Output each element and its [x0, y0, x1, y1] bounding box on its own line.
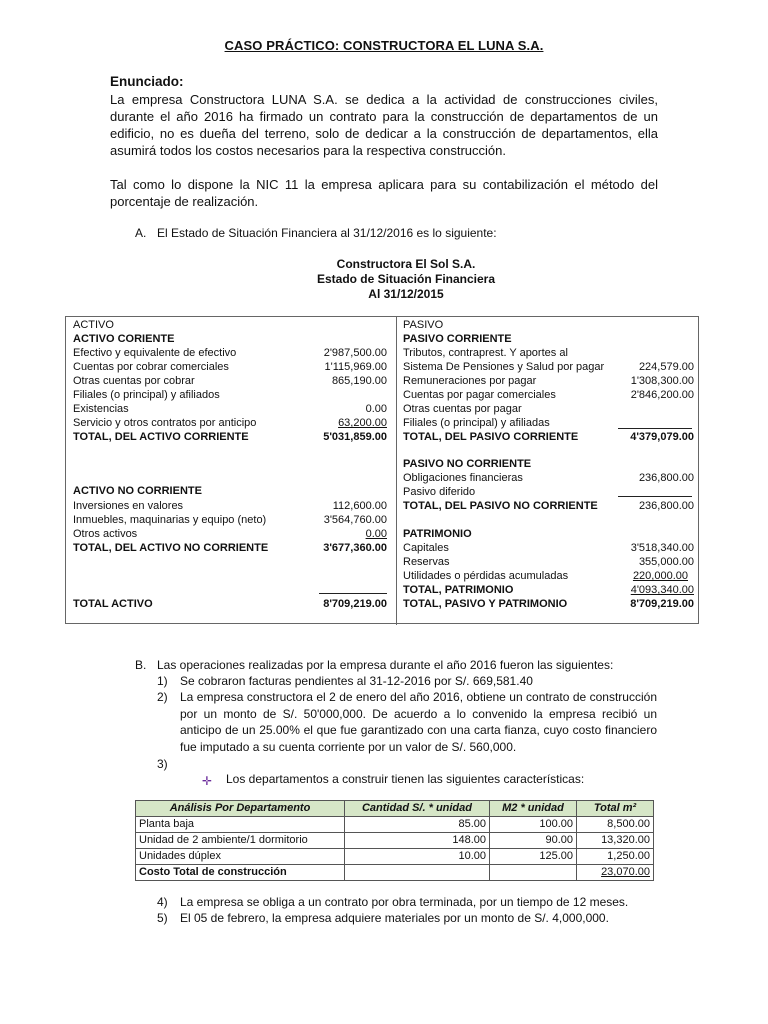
activo-value: 112,600.00	[332, 500, 387, 512]
pasivo-value: 2'846,200.00	[630, 389, 694, 401]
activo-header: ACTIVO	[73, 319, 114, 331]
operation-text: La empresa se obliga a un contrato por obra terminada, por un tiempo de 12 meses.	[180, 895, 629, 909]
table-cell: 8,500.00	[577, 817, 654, 833]
table-cell: Costo Total de construcción	[136, 865, 345, 881]
total-activo-corriente-label: TOTAL, DEL ACTIVO CORRIENTE	[73, 431, 249, 443]
pasivo-value: 1'308,300.00	[630, 375, 694, 387]
operation-item	[157, 894, 657, 911]
activo-value: 0.00	[365, 528, 387, 540]
table-total-row	[136, 865, 654, 881]
activo-value: 63,200.00	[338, 417, 387, 429]
table-row	[136, 833, 654, 849]
pasivo-row: Otras cuentas por pagar	[403, 403, 522, 415]
subtotal-rule	[618, 496, 692, 497]
activo-no-corriente-header: ACTIVO NO CORRIENTE	[73, 485, 202, 497]
patrimonio-row: Utilidades o pérdidas acumuladas	[403, 570, 569, 582]
activo-row: Efectivo y equivalente de efectivo	[73, 347, 237, 359]
operation-text: Se cobraron facturas pendientes al 31-12-2016 por S/. 669,581.40	[180, 674, 533, 688]
activo-row: Inversiones en valores	[73, 500, 184, 512]
operation-number: 3)	[157, 757, 168, 771]
total-activo-no-corriente-value: 3'677,360.00	[323, 542, 387, 554]
column-header: Análisis Por Departamento	[136, 801, 345, 817]
table-cell: Planta baja	[136, 817, 345, 833]
table-cell: Unidades dúplex	[136, 849, 345, 865]
patrimonio-value: 3'518,340.00	[630, 542, 694, 554]
patrimonio-value: 355,000.00	[638, 556, 694, 568]
table-cell: 90.00	[490, 833, 577, 849]
enunciado-paragraph-1: La empresa Constructora LUNA S.A. se dedica a la actividad de construcciones civiles, durante el año 2016 ha firmado un contrato para la construcción de departamentos de un edificio, no es dueña del terreno, solo de dedicar a la construcción de departamentos, ella asumirá todos los costos necesarios para la respectiva construcción.	[110, 92, 658, 158]
patrimonio-value: 220,000.00	[632, 570, 688, 582]
subtotal-rule	[618, 428, 692, 429]
activo-value: 2'987,500.00	[323, 347, 387, 359]
table-cell	[345, 865, 490, 881]
table-cell: 13,320.00	[577, 833, 654, 849]
column-header: M2 * unidad	[490, 801, 577, 817]
activo-corriente-header: ACTIVO CORIENTE	[73, 333, 175, 345]
total-patrimonio-label: TOTAL, PATRIMONIO	[403, 584, 514, 596]
table-cell: 10.00	[345, 849, 490, 865]
pasivo-header: PASIVO	[403, 319, 444, 331]
activo-row: Cuentas por cobrar comerciales	[73, 361, 229, 373]
pasivo-row: Sistema De Pensiones y Salud por pagar	[403, 361, 605, 373]
activo-row: Otras cuentas por cobrar	[73, 375, 195, 387]
section-b-text: Las operaciones realizadas por la empresa durante el año 2016 fueron las siguientes:	[157, 658, 614, 672]
total-pasivo-no-corriente-value: 236,800.00	[638, 500, 694, 512]
column-divider	[396, 317, 397, 625]
table-cell: 100.00	[490, 817, 577, 833]
operation-number: 5)	[157, 911, 168, 925]
total-patrimonio-value: 4'093,340.00	[630, 584, 694, 596]
activo-row: Inmuebles, maquinarias y equipo (neto)	[73, 514, 267, 526]
pasivo-row: Tributos, contraprest. Y aportes al	[403, 347, 568, 359]
enunciado-paragraph-2: Tal como lo dispone la NIC 11 la empresa aplicara para su contabilización el método del porcentaje de realización.	[110, 177, 658, 209]
operation-item	[157, 910, 657, 927]
table-cell: 148.00	[345, 833, 490, 849]
activo-value: 1'115,969.00	[324, 361, 387, 373]
total-pasivo-patrimonio-value: 8'709,219.00	[630, 598, 694, 610]
bullet-text: Los departamentos a construir tienen las siguientes características:	[226, 772, 585, 786]
table-cell: 1,250.00	[577, 849, 654, 865]
patrimonio-row: Reservas	[403, 556, 450, 568]
column-header: Cantidad S/. * unidad	[345, 801, 490, 817]
section-b-label: B.	[135, 658, 147, 672]
table-cell: 125.00	[490, 849, 577, 865]
activo-row: Otros activos	[73, 528, 138, 540]
table-cell: 23,070.00	[577, 865, 654, 881]
enunciado-heading: Enunciado:	[110, 74, 184, 89]
total-activo-value: 8'709,219.00	[323, 598, 387, 610]
column-header: Total m²	[577, 801, 654, 817]
activo-value: 0.00	[365, 403, 387, 415]
pasivo-row: Obligaciones financieras	[403, 472, 523, 484]
patrimonio-row: Capitales	[403, 542, 449, 554]
activo-row: Existencias	[73, 403, 129, 415]
pasivo-no-corriente-header: PASIVO NO CORRIENTE	[403, 458, 532, 470]
operation-item	[157, 689, 657, 755]
activo-value: 3'564,760.00	[323, 514, 387, 526]
operation-item	[157, 673, 657, 690]
operation-number: 4)	[157, 895, 168, 909]
department-table	[135, 800, 654, 881]
activo-value: 865,190.00	[331, 375, 387, 387]
table-cell	[490, 865, 577, 881]
section-a-label: A.	[135, 226, 147, 240]
total-activo-no-corriente-label: TOTAL, DEL ACTIVO NO CORRIENTE	[73, 542, 269, 554]
table-row	[136, 817, 654, 833]
pasivo-value: 236,800.00	[638, 472, 694, 484]
table-row	[136, 849, 654, 865]
company-name: Constructora El Sol S.A.	[336, 257, 476, 271]
document-title: CASO PRÁCTICO: CONSTRUCTORA EL LUNA S.A.	[224, 38, 544, 53]
activo-row: Filiales (o principal) y afiliados	[73, 389, 220, 401]
statement-date: Al 31/12/2015	[368, 287, 444, 301]
total-rule	[319, 593, 387, 594]
total-pasivo-corriente-label: TOTAL, DEL PASIVO CORRIENTE	[403, 431, 579, 443]
table-cell: Unidad de 2 ambiente/1 dormitorio	[136, 833, 345, 849]
table-cell: 85.00	[345, 817, 490, 833]
total-activo-label: TOTAL ACTIVO	[73, 598, 153, 610]
total-activo-corriente-value: 5'031,859.00	[323, 431, 387, 443]
operation-text: La empresa constructora el 2 de enero del año 2016, obtiene un contrato de construcción por un monto de S/. 50'000,000. De acuerdo a lo convenido la empresa recibió un anticipo de un 25.00% el que fue garantizado con una carta fianza, cuyo costo financiero fue imputado a su cuenta corriente por un valor de S/. 560,000.	[180, 690, 657, 754]
operation-text: El 05 de febrero, la empresa adquiere materiales por un monto de S/. 4,000,000.	[180, 911, 609, 925]
operation-number: 1)	[157, 674, 168, 688]
bullet-icon: ✛	[202, 774, 213, 788]
total-pasivo-corriente-value: 4'379,079.00	[630, 431, 694, 443]
pasivo-row: Filiales (o principal) y afiliadas	[403, 417, 550, 429]
statement-title: Estado de Situación Financiera	[316, 272, 496, 286]
pasivo-row: Remuneraciones por pagar	[403, 375, 537, 387]
pasivo-corriente-header: PASIVO CORRIENTE	[403, 333, 512, 345]
pasivo-value: 224,579.00	[638, 361, 694, 373]
section-b	[135, 658, 613, 672]
total-pasivo-patrimonio-label: TOTAL, PASIVO Y PATRIMONIO	[403, 598, 568, 610]
section-a-text: El Estado de Situación Financiera al 31/12/2016 es lo siguiente:	[157, 226, 497, 240]
pasivo-row: Pasivo diferido	[403, 486, 476, 498]
activo-row: Servicio y otros contratos por anticipo	[73, 417, 257, 429]
patrimonio-header: PATRIMONIO	[403, 528, 472, 540]
total-pasivo-no-corriente-label: TOTAL, DEL PASIVO NO CORRIENTE	[403, 500, 598, 512]
pasivo-row: Cuentas por pagar comerciales	[403, 389, 556, 401]
balance-sheet-table	[65, 316, 699, 624]
table-header-row	[136, 801, 654, 817]
section-a	[135, 226, 497, 240]
operation-number: 2)	[157, 690, 168, 704]
